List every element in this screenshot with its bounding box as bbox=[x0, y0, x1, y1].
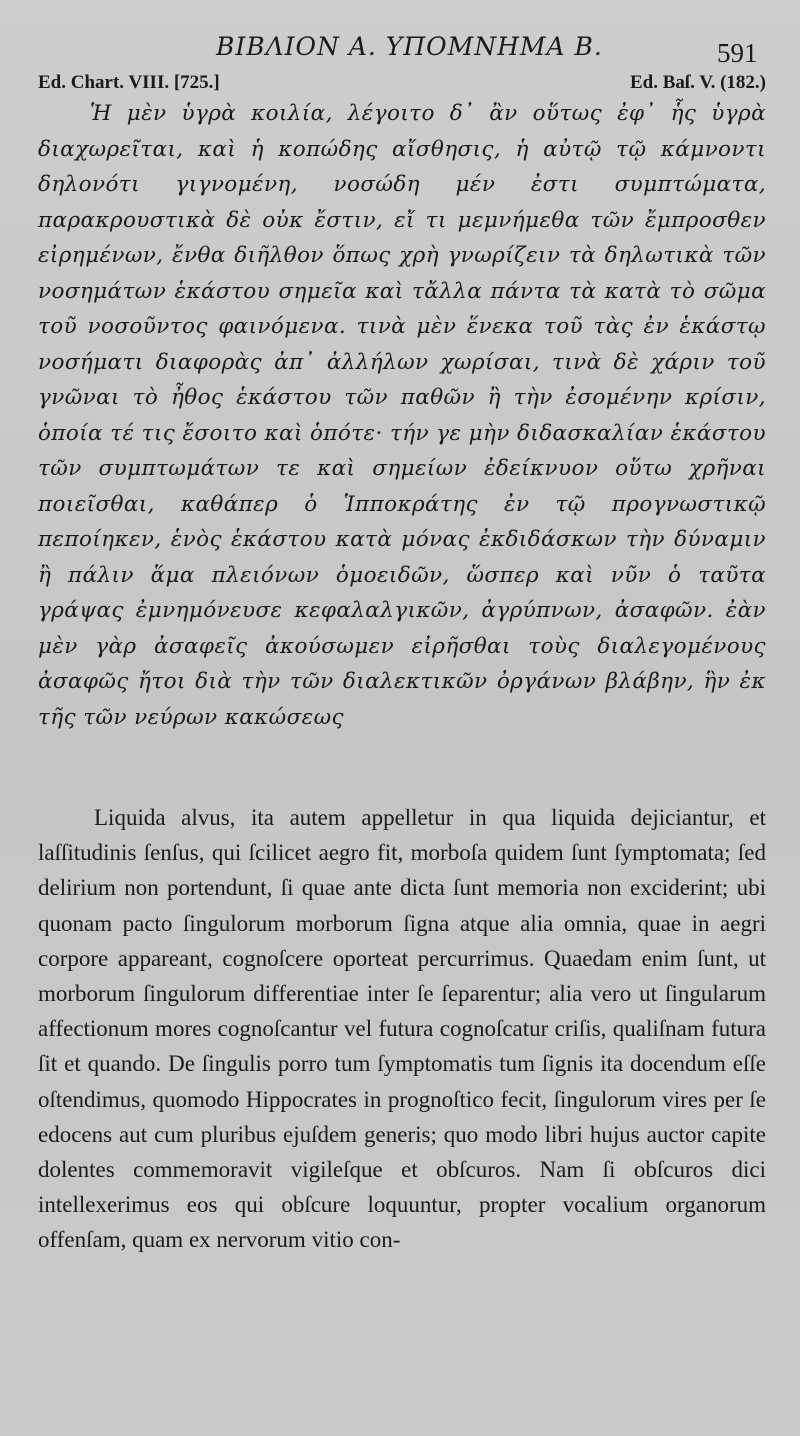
page-number: 591 bbox=[717, 38, 758, 68]
edition-reference-right: Ed. Baſ. V. (182.) bbox=[629, 72, 766, 93]
running-head-title: ΒΙΒΛΙΟΝ Α. ΥΠΟΜΝΗΜΑ Β. bbox=[216, 32, 603, 61]
latin-paragraph: Liquida alvus, ita autem appelletur in qua liquida dejiciantur, et laſſitudinis ſenſus, qui ſcilicet aegro fit, morboſa quidem ſunt ſymptomata; ſed delirium non portendunt, ſi quae ante dicta ſunt memoria non exciderint; ubi quonam pacto ſingulorum morborum ſigna atque alia omnia, quae in aegri corpore appareant, cognoſcere oporteat percurrimus. Quaedam enim ſunt, ut morborum ſingulorum differentiae inter ſe ſeparentur; alia vero ut ſingularum affectionum mores cognoſcantur vel futura cognoſcatur criſis, qualiſnam futura ſit et quando. De ſingulis porro tum ſymptomatis tum ſignis ita docendum eſſe oſtendimus, quomodo Hippocrates in prognoſtico fecit, ſingulorum vires per ſe edocens aut cum pluribus ejuſdem generis; quo modo libri hujus auctor capite dolentes commemoravit vigileſque et obſcuros. Nam ſi obſcuros dici intellexerimus eos qui obſcure loquuntur, propter vocalium organorum offenſam, quam ex nervorum vitio con- bbox=[38, 805, 766, 1253]
latin-text-block bbox=[38, 800, 766, 1258]
edition-reference-left: Ed. Chart. VIII. [725.] bbox=[38, 72, 220, 93]
greek-text-block bbox=[38, 96, 766, 735]
greek-paragraph: Ἡ μὲν ὑγρὰ κοιλία, λέγοιτο δ᾽ ἂν οὕτως ἐφ᾽ ἧς ὑγρὰ διαχωρεῖται, καὶ ἡ κοπώδης αἴσθησις, ἡ αὐτῷ τῷ κάμνοντι δηλονότι γιγνομένη, νοσώδη μέν ἐστι συμπτώματα, παρακρουστικὰ δὲ οὐκ ἔστιν, εἴ τι μεμνήμεθα τῶν ἔμπροσθεν εἰρημένων, ἔνθα διῆλθον ὅπως χρὴ γνωρίζειν τὰ δηλωτικὰ τῶν νοσημάτων ἑκάστου σημεῖα καὶ τἄλλα πάντα τὰ κατὰ τὸ σῶμα τοῦ νοσοῦντος φαινόμενα. τινὰ μὲν ἕνεκα τοῦ τὰς ἐν ἑκάστῳ νοσήματι διαφορὰς ἀπ᾽ ἀλλήλων χωρίσαι, τινὰ δὲ χάριν τοῦ γνῶναι τὸ ἦθος ἑκάστου τῶν παθῶν ἢ τὴν ἐσομένην κρίσιν, ὁποία τέ τις ἔσοιτο καὶ ὁπότε· τήν γε μὴν διδασκαλίαν ἑκάστου τῶν συμπτωμάτων τε καὶ σημείων ἐδείκνυον οὕτω χρῆναι ποιεῖσθαι, καθάπερ ὁ Ἱπποκράτης ἐν τῷ προγνωστικῷ πεποίηκεν, ἑνὸς ἑκάστου κατὰ μόνας ἐκδιδάσκων τὴν δύναμιν ἢ πάλιν ἅμα πλειόνων ὁμοειδῶν, ὥσπερ καὶ νῦν ὁ ταῦτα γράψας ἐμνημόνευσε κεφαλαλγικῶν, ἀγρύπνων, ἀσαφῶν. ἐὰν μὲν γὰρ ἀσαφεῖς ἀκούσωμεν εἰρῆσθαι τοὺς διαλεγομένους ἀσαφῶς ἤτοι διὰ τὴν τῶν διαλεκτικῶν ὀργάνων βλάβην, ἣν ἐκ τῆς τῶν νεύρων κακώσεως bbox=[38, 101, 766, 730]
running-head bbox=[0, 30, 800, 70]
